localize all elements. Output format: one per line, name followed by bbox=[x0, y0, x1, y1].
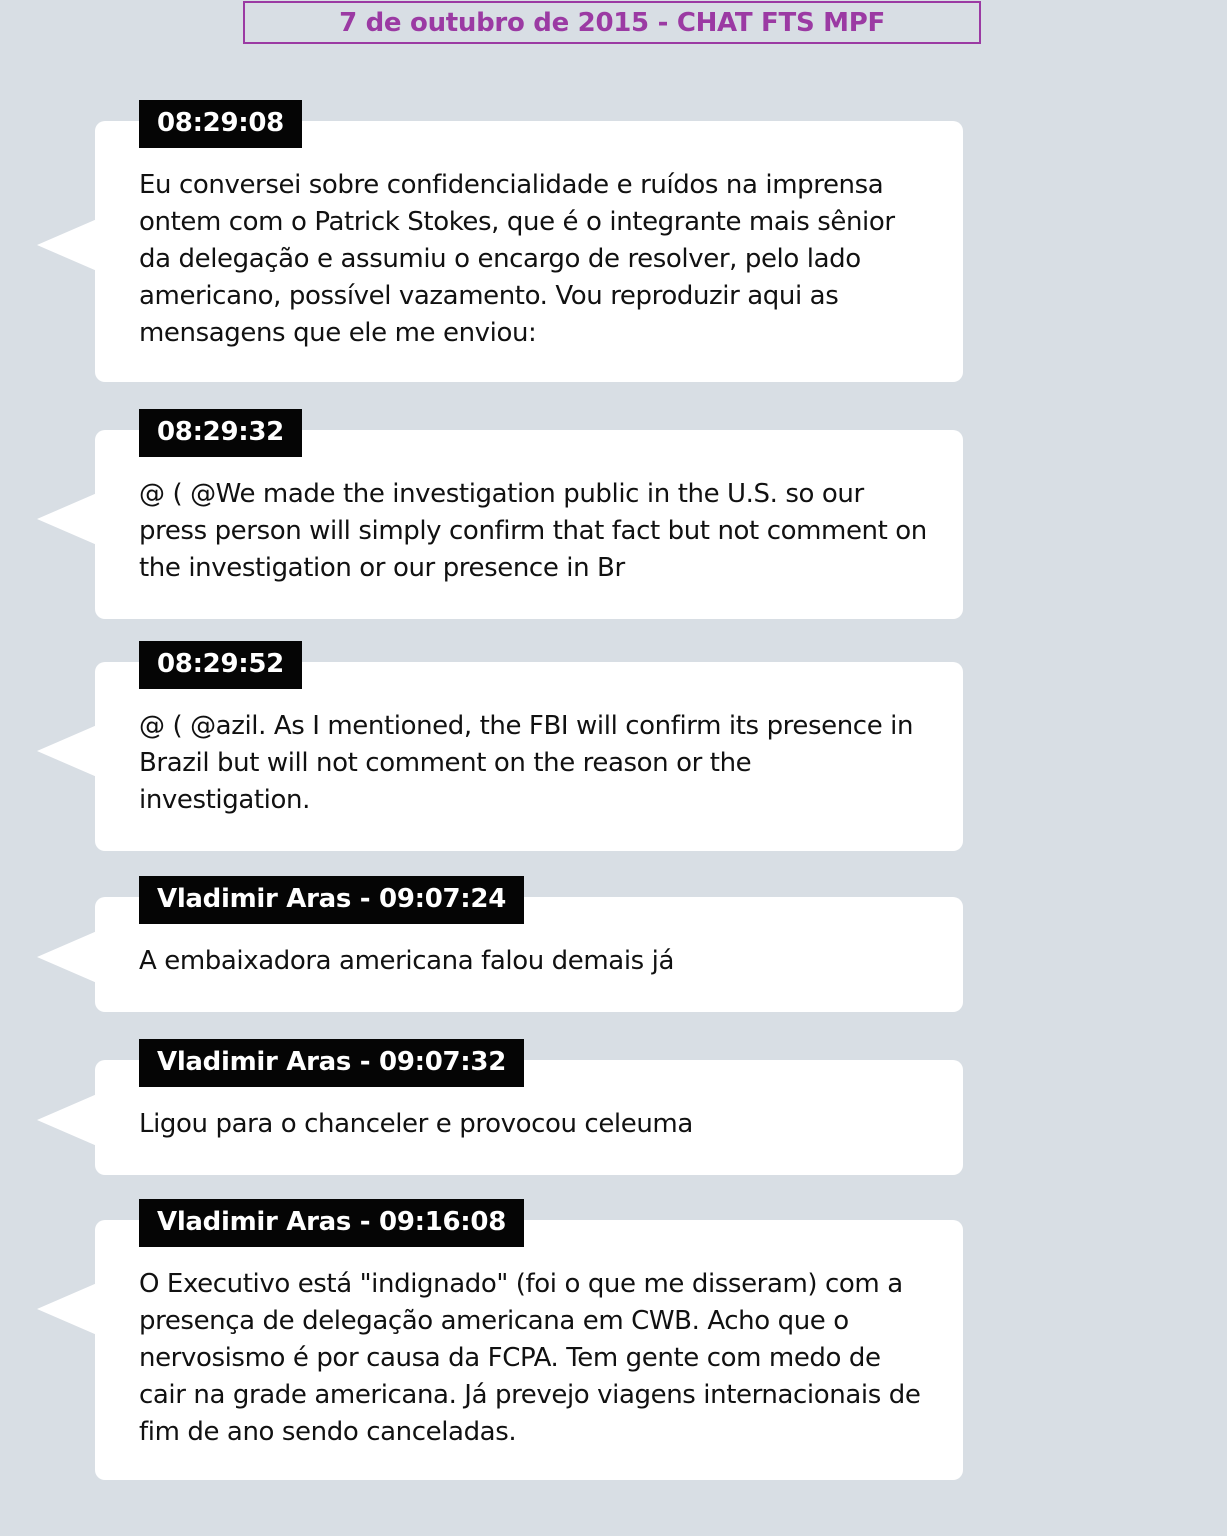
chat-message bbox=[95, 108, 963, 382]
chat-message bbox=[95, 417, 963, 619]
message-text: A embaixadora americana falou demais já bbox=[139, 946, 675, 976]
message-timestamp: 08:29:32 bbox=[139, 409, 302, 457]
bubble-tail bbox=[37, 493, 97, 545]
chat-message bbox=[95, 649, 963, 851]
message-author-timestamp: Vladimir Aras - 09:07:32 bbox=[139, 1039, 524, 1087]
bubble-tail bbox=[37, 219, 97, 271]
bubble-tail bbox=[37, 1094, 97, 1146]
message-text: O Executivo está "indignado" (foi o que me disseram) com a presença de delegação americana em CWB. Acho que o nervosismo é por causa da FCPA. Tem gente com medo de cair na grade americana. Já prevejo viagens internacionais de fim de ano sendo canceladas. bbox=[139, 1269, 921, 1447]
message-timestamp: 08:29:52 bbox=[139, 641, 302, 689]
bubble-tail bbox=[37, 931, 97, 983]
message-text: Ligou para o chanceler e provocou celeuma bbox=[139, 1109, 693, 1139]
bubble-tail bbox=[37, 725, 97, 777]
message-text: @ ( @We made the investigation public in the U.S. so our press person will simply confirm that fact but not comment on the investigation or our presence in Br bbox=[139, 479, 927, 583]
message-text: @ ( @azil. As I mentioned, the FBI will confirm its presence in Brazil but will not comment on the reason or the investigation. bbox=[139, 711, 914, 815]
message-author-timestamp: Vladimir Aras - 09:07:24 bbox=[139, 876, 524, 924]
chat-message bbox=[95, 1207, 963, 1480]
message-author-timestamp: Vladimir Aras - 09:16:08 bbox=[139, 1199, 524, 1247]
message-timestamp: 08:29:08 bbox=[139, 100, 302, 148]
chat-message bbox=[95, 1047, 963, 1175]
chat-message bbox=[95, 884, 963, 1012]
bubble-tail bbox=[37, 1283, 97, 1335]
chat-date-header: 7 de outubro de 2015 - CHAT FTS MPF bbox=[243, 1, 981, 44]
message-text: Eu conversei sobre confidencialidade e ruídos na imprensa ontem com o Patrick Stokes, que é o integrante mais sênior da delegação e assumiu o encargo de resolver, pelo lado americano, possível vazamento. Vou reproduzir aqui as mensagens que ele me enviou: bbox=[139, 170, 895, 348]
